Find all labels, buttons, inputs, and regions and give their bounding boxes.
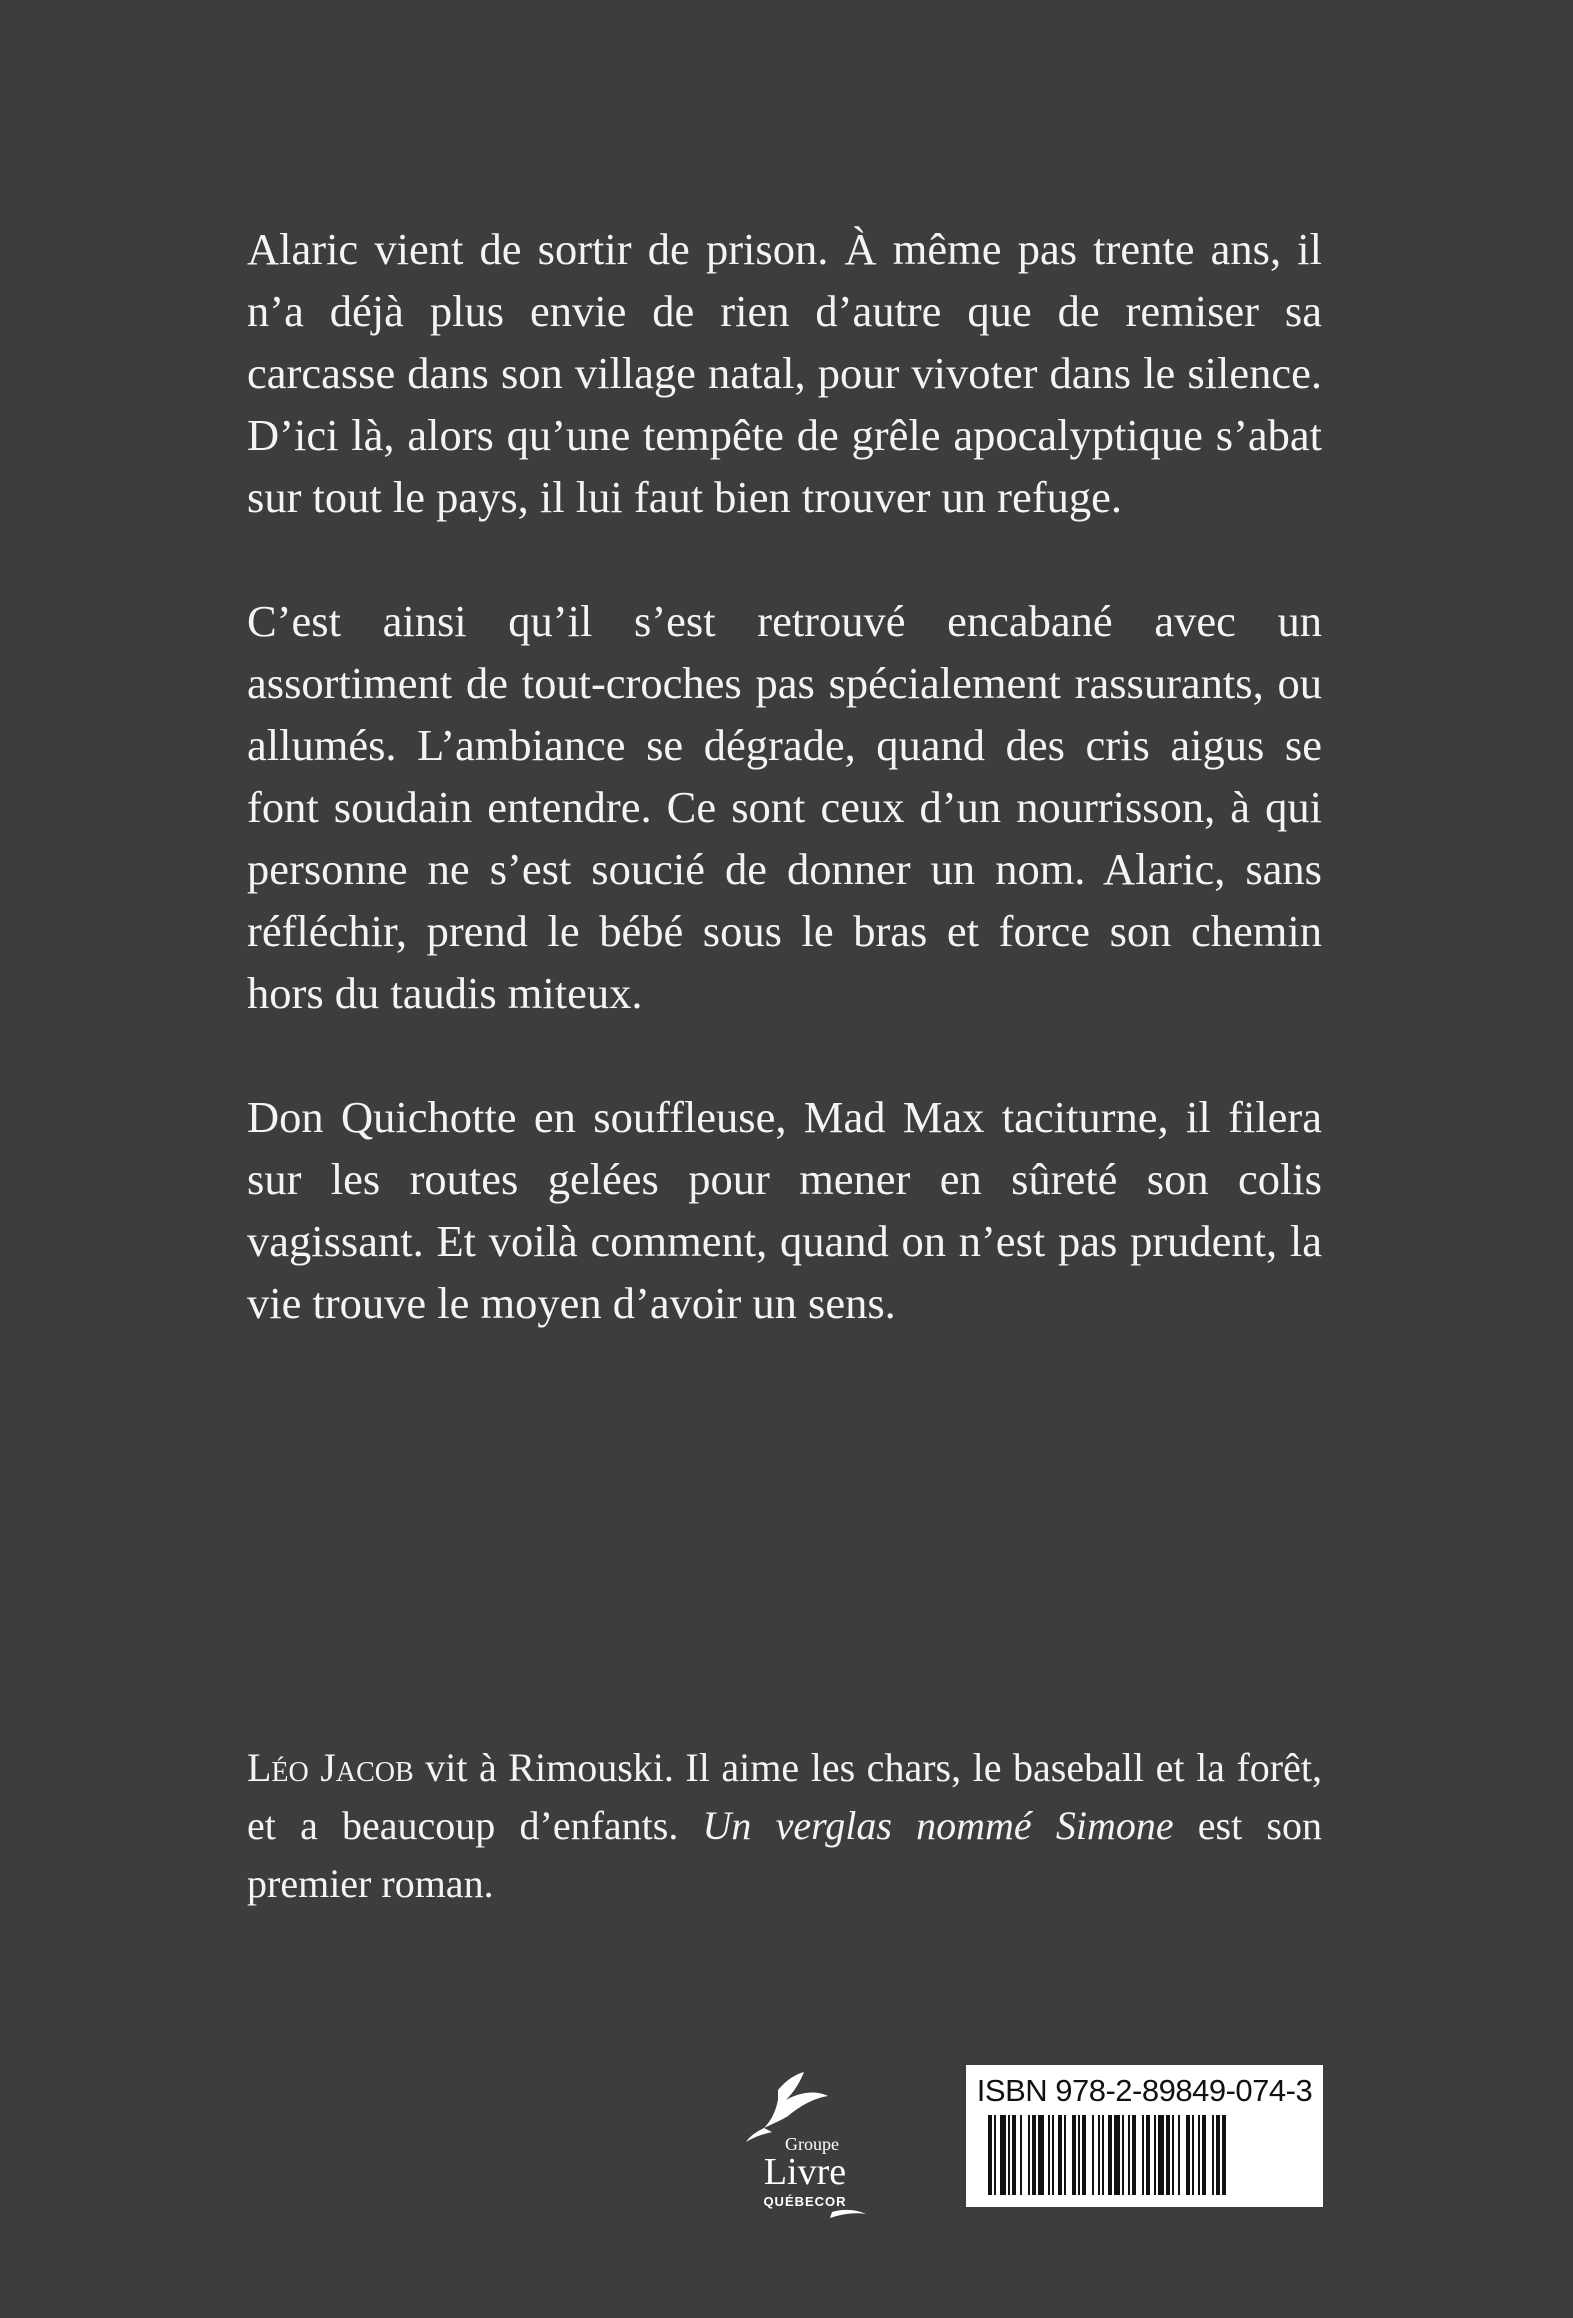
isbn-label: ISBN 978-2-89849-074-3 [976,2073,1313,2108]
barcode-bar [1158,2115,1164,2195]
barcode-bar [1064,2115,1066,2195]
logo-line3: QUÉBECOR [763,2194,847,2209]
barcode-bar [1028,2115,1030,2195]
barcode-bar [1020,2115,1022,2195]
barcode-bar [1072,2115,1076,2195]
bio-text-1: vit à Rimouski. Il aime les chars, le baseball et la forêt, et a beaucoup d’enfants. [247,1745,1322,1848]
barcode-bar [1038,2115,1044,2195]
blurb-paragraph-1: Alaric vient de sortir de prison. À même pas trente ans, il n’a déjà plus envie de rien d’autre que de remiser sa carcasse dans son village natal, pour vivoter dans le silence. D’ici là, alors qu’une tempête de grêle apocalyptique s’abat sur tout le pays, il lui faut bien trouver un refuge. [247,224,1322,522]
blurb-paragraph-3: Don Quichotte en souffleuse, Mad Max taciturne, il filera sur les routes gelées pour mener en sûreté son colis vagissant. Et voilà comment, quand on n’est pas prudent, la vie trouve le moyen d’avoir un sens. [247,1092,1322,1328]
bird-icon [764,2072,828,2128]
logo-line1: Groupe [785,2134,839,2154]
barcode-bar [1012,2115,1016,2195]
barcode-bars [988,2115,1301,2195]
barcode-bar [1192,2115,1194,2195]
barcode-bar [1092,2115,1094,2195]
barcode-bar [1154,2115,1156,2195]
barcode-bar [1078,2115,1080,2195]
barcode-bar [1186,2115,1190,2195]
barcode-bar [1166,2115,1170,2195]
barcode-bar [1216,2115,1220,2195]
barcode-bar [1128,2115,1130,2195]
barcode-bar [1052,2115,1054,2195]
barcode-bar [1146,2115,1150,2195]
barcode-bar [988,2115,992,2195]
book-title: Un verglas nommé Simone [702,1803,1174,1848]
barcode-bar [1114,2115,1120,2195]
barcode-bar [1172,2115,1174,2195]
barcode-bar [1222,2115,1226,2195]
barcode-bar [1058,2115,1062,2195]
barcode-bar [1178,2115,1180,2195]
barcode-bar [1132,2115,1136,2195]
publisher-logo [720,2062,890,2232]
barcode-bar [1198,2115,1200,2195]
barcode-bar [994,2115,996,2195]
barcode-bar [1212,2115,1214,2195]
barcode-bar [1008,2115,1010,2195]
bio-text-2: est son premier roman. [247,1803,1323,1906]
barcode-bar [1122,2115,1124,2195]
barcode-bar [1202,2115,1206,2195]
isbn-barcode [966,2065,1323,2207]
barcode-bar [1108,2115,1112,2195]
barcode-bar [1032,2115,1036,2195]
barcode-bar [1048,2115,1050,2195]
barcode-bar [1142,2115,1144,2195]
barcode-bar [1098,2115,1100,2195]
author-name: Léo Jacob [247,1745,414,1790]
barcode-bar [1102,2115,1104,2195]
blurb-paragraph-2: C’est ainsi qu’il s’est retrouvé encabané avec un assortiment de tout-croches pas spécialement rassurants, ou allumés. L’ambiance se dégrade, quand des cris aigus se font soudain entendre. Ce sont ceux d’un nourrisson, à qui personne ne s’est soucié de donner un nom. Alaric, sans réfléchir, prend le bébé sous le bras et force son chemin hors du taudis miteux. [247,596,1322,1018]
author-bio [247,1739,1322,1913]
logo-line2: Livre [763,2151,847,2193]
barcode-bar [1000,2115,1006,2195]
back-cover-blurb [247,218,1322,1396]
barcode-bar [1082,2115,1086,2195]
